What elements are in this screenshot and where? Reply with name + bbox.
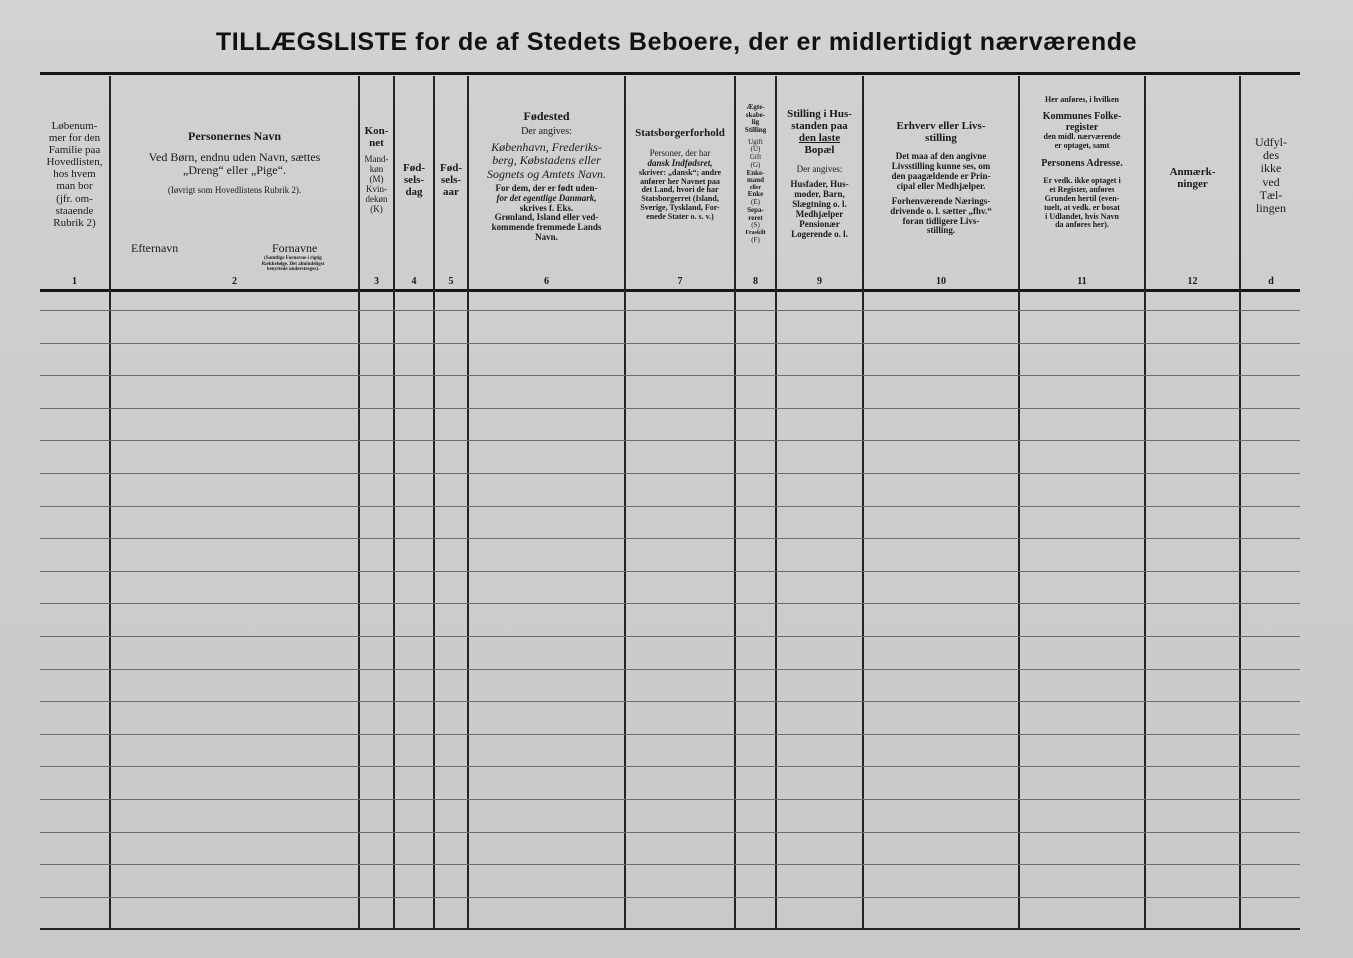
- header-text: (S): [751, 221, 760, 230]
- column-number: 3: [374, 276, 379, 287]
- header-col-10: [864, 80, 1018, 288]
- header-text: Kvin-: [366, 183, 387, 194]
- header-text: mer for den: [48, 132, 101, 145]
- entry-line: [40, 375, 1300, 376]
- column-number: 6: [544, 276, 549, 287]
- header-text: Logerende o. l.: [791, 228, 848, 239]
- header-text: benyttede understreges).: [266, 267, 320, 272]
- header-text: Sepa-: [747, 205, 764, 214]
- header-heading: skabe-: [745, 110, 766, 119]
- header-text: ikke: [1260, 161, 1282, 176]
- header-text: dekøn: [365, 193, 388, 204]
- header-text: lingen: [1256, 200, 1286, 215]
- entry-line: [40, 832, 1300, 833]
- header-heading: Anmærk-: [1169, 166, 1216, 178]
- header-heading: Kon-: [364, 125, 389, 137]
- header-heading: Kommunes Folke-: [1042, 110, 1122, 122]
- entry-line: [40, 636, 1300, 637]
- column-number: 8: [753, 276, 758, 287]
- header-text: Hovedlisten,: [46, 156, 103, 169]
- header-text: Fraskilt: [745, 229, 766, 236]
- header-text: Navn.: [535, 232, 558, 243]
- entry-line: [40, 473, 1300, 474]
- header-text: Udfyl-: [1255, 135, 1287, 149]
- entry-line: [40, 897, 1300, 898]
- header-heading: ninger: [1177, 178, 1208, 191]
- header-text: Husfader, Hus-: [790, 179, 849, 190]
- header-text: da anføres her).: [1055, 220, 1109, 230]
- header-text: skriver: „dansk“; andre: [638, 167, 722, 177]
- header-text: man bor: [56, 180, 93, 193]
- entry-line: [40, 408, 1300, 409]
- header-text: (M): [369, 173, 384, 184]
- bottom-rule: [40, 928, 1300, 930]
- header-text: Slægtning o. l.: [792, 199, 847, 210]
- header-text: Sognets og Amtets Navn.: [486, 166, 607, 181]
- header-heading: sels-: [403, 174, 425, 187]
- entry-line: [40, 310, 1300, 311]
- header-text: et Register, anføres: [1049, 185, 1115, 195]
- header-col-4: [395, 80, 433, 288]
- header-text: dansk Indfødsret,: [647, 157, 713, 168]
- firstnames-note: [228, 256, 358, 273]
- header-heading: Personens Adresse.: [1041, 158, 1123, 170]
- header-text: Ved Børn, endnu uden Navn, sættes: [148, 150, 321, 165]
- column-number: 12: [1187, 276, 1198, 287]
- header-text: For dem, der er født uden-: [495, 182, 598, 193]
- header-heading: standen paa: [791, 120, 848, 133]
- header-heading: Fød-: [440, 162, 462, 174]
- header-text: (U): [750, 145, 761, 154]
- header-text: Pensionær: [799, 218, 840, 229]
- header-col-3: [360, 80, 393, 288]
- header-col-8: [736, 80, 775, 288]
- header-heading: lig: [751, 118, 760, 127]
- header-note: (Iøvrigt som Hovedlistens Rubrik 2).: [167, 184, 302, 195]
- header-col-11: [1020, 80, 1144, 288]
- header-text: det Land, hvori de har: [641, 185, 719, 195]
- header-text: Sverige, Tyskland, For-: [640, 203, 720, 213]
- header-text: Rubrik 2): [53, 216, 96, 229]
- entry-line: [40, 343, 1300, 344]
- header-heading: stilling: [925, 132, 957, 145]
- header-text: Der angives:: [796, 164, 843, 175]
- header-heading: net: [369, 137, 384, 150]
- header-col-5: [435, 80, 467, 288]
- header-text: (K): [370, 203, 383, 214]
- column-number: 9: [817, 276, 822, 287]
- header-text: Mand-: [364, 154, 389, 165]
- header-col-1: [40, 80, 109, 288]
- header-text: (Samtlige Fornavne i rigtig: [264, 256, 322, 261]
- page-title: TILLÆGSLISTE for de af Stedets Beboere, der er midlertidigt nærværende: [215, 28, 1138, 56]
- header-text: for det egentlige Danmark,: [496, 192, 597, 203]
- column-number: 2: [232, 276, 237, 287]
- header-heading: aar: [443, 186, 459, 199]
- header-text: Der angives:: [521, 126, 572, 138]
- header-heading: Stilling i Hus-: [787, 108, 852, 120]
- entry-line: [40, 603, 1300, 604]
- entry-line: [40, 669, 1300, 670]
- column-number: 11: [1077, 276, 1087, 287]
- header-heading: Statsborgerforhold: [635, 127, 725, 139]
- header-text: den paagældende er Prin-: [891, 170, 991, 181]
- header-col-12: [1146, 80, 1239, 288]
- header-text: København, Frederiks-: [491, 140, 602, 155]
- column-number: d: [1268, 276, 1274, 287]
- header-heading: sels-: [440, 174, 462, 187]
- header-text: cipal eller Medhjælper.: [896, 180, 986, 191]
- header-text: Tæl-: [1259, 187, 1283, 202]
- entry-line: [40, 538, 1300, 539]
- header-text: stilling.: [926, 225, 956, 236]
- header-text: Enke-: [746, 168, 765, 177]
- header-text: „Dreng“ eller „Pige“.: [183, 163, 286, 178]
- header-text: Statsborgerret (Island,: [641, 194, 719, 204]
- surname-label: Efternavn: [131, 241, 179, 255]
- header-text: er optaget, samt: [1054, 140, 1110, 150]
- header-heading: Fødested: [523, 109, 570, 123]
- header-text: (jfr. om-: [56, 192, 93, 205]
- header-text: Livsstilling kunne ses, om: [891, 161, 991, 172]
- header-heading: dag: [405, 186, 423, 199]
- header-text: i Udlandet, hvis Navn: [1045, 211, 1119, 221]
- header-text: Familie paa: [48, 144, 101, 157]
- header-text: des: [1263, 148, 1279, 163]
- header-heading: Personernes Navn: [188, 129, 281, 143]
- header-text: staaende: [55, 204, 94, 217]
- entry-line: [40, 864, 1300, 865]
- header-text: køn: [369, 164, 384, 175]
- header-heading: Ægte-: [746, 103, 765, 111]
- header-text: anfører her Navnet paa: [640, 176, 720, 186]
- entry-line: [40, 734, 1300, 735]
- header-text: skrives f. Eks.: [519, 202, 574, 213]
- header-heading: Erhverv eller Livs-: [896, 120, 986, 132]
- header-text: tuelt, at vedk. er bosat: [1044, 202, 1120, 212]
- column-number: 7: [677, 276, 683, 287]
- header-col-d: [1241, 80, 1301, 288]
- header-text: den midl. nærværende: [1043, 131, 1121, 141]
- entry-line: [40, 701, 1300, 702]
- header-text: Her anføres, i hvilken: [1045, 95, 1119, 104]
- header-text: (E): [751, 198, 760, 207]
- header-text: Grunden hertil (even-: [1044, 193, 1120, 203]
- header-text: moder, Barn,: [794, 189, 845, 200]
- top-rule: [40, 72, 1300, 75]
- header-text: ved: [1262, 174, 1280, 189]
- entry-line: [40, 799, 1300, 800]
- header-text: Personer, der har: [649, 148, 711, 159]
- header-text: Det maa af den angivne: [895, 151, 987, 162]
- header-text: (G): [750, 160, 761, 169]
- column-number: 5: [448, 276, 454, 287]
- header-col-9: [777, 80, 862, 288]
- column-number: 10: [936, 276, 946, 287]
- header-text: Grønland, Island eller ved-: [494, 212, 599, 223]
- header-heading: register: [1065, 121, 1099, 133]
- header-text: reret: [748, 213, 763, 222]
- header-text: Enke: [747, 190, 764, 199]
- header-text: drivende o. l. sætter „fhv.“: [890, 205, 992, 216]
- header-text: Forhenværende Nærings-: [891, 195, 991, 206]
- header-text: (F): [751, 235, 760, 244]
- header-text: Medhjælper: [795, 208, 844, 219]
- column-number: 1: [72, 276, 77, 287]
- header-heading: Fød-: [403, 162, 425, 174]
- header-text: Rækkefølge. Det almindeligst: [261, 261, 325, 267]
- header-text: Løbenum-: [51, 120, 98, 132]
- firstnames-label: Fornavne: [272, 241, 318, 255]
- header-text: mand: [746, 176, 765, 185]
- header-col-7: [626, 80, 734, 288]
- entry-line: [40, 766, 1300, 767]
- header-heading: Stilling: [744, 126, 767, 135]
- header-col-6: [469, 80, 624, 288]
- header-text: foran tidligere Livs-: [902, 215, 980, 226]
- entry-line: [40, 571, 1300, 572]
- header-text: berg, Købstadens eller: [492, 153, 601, 168]
- entry-line: [40, 440, 1300, 441]
- header-heading: den laste: [798, 132, 841, 145]
- header-text: Er vedk. ikke optaget i: [1043, 176, 1121, 186]
- header-rule: [40, 289, 1300, 292]
- entry-line: [40, 506, 1300, 507]
- header-text: kommende fremmede Lands: [491, 222, 602, 233]
- header-heading: Bopæl: [804, 144, 835, 157]
- header-text: eller: [749, 184, 762, 191]
- header-text: Gift: [749, 153, 762, 162]
- header-text: hos hvem: [53, 168, 96, 181]
- header-text: Ugift: [748, 137, 763, 146]
- column-number: 4: [411, 276, 417, 287]
- header-text: enede Stater o. s. v.): [646, 211, 714, 221]
